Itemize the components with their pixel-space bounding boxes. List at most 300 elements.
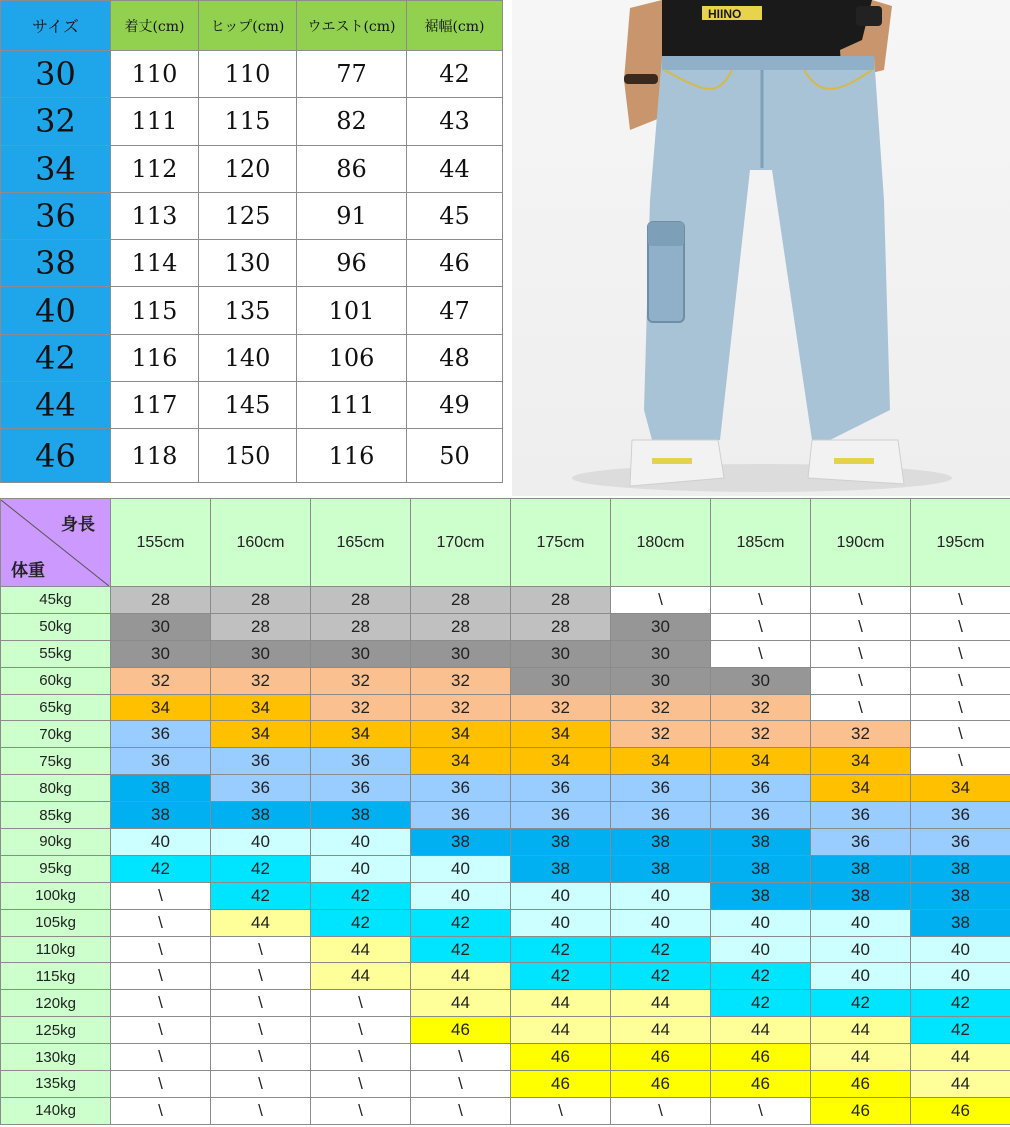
size-value: 32: [1, 98, 111, 145]
waist-value: 111: [297, 382, 407, 429]
weight-label: 130kg: [1, 1044, 111, 1071]
weight-label: 50kg: [1, 613, 111, 640]
left-shoe-accent: [652, 458, 692, 464]
recommended-size-cell: 44: [911, 1071, 1010, 1098]
recommended-size-cell: 36: [311, 748, 411, 775]
recommended-size-cell: 30: [111, 640, 211, 667]
length-value: 116: [111, 334, 199, 381]
weight-row: [1, 694, 1010, 721]
recommended-size-cell: 28: [511, 613, 611, 640]
recommended-size-cell: 38: [611, 829, 711, 856]
recommended-size-cell: 38: [711, 882, 811, 909]
recommended-size-cell: 32: [711, 721, 811, 748]
recommended-size-cell: 38: [511, 855, 611, 882]
length-value: 110: [111, 51, 199, 98]
recommended-size-cell: \: [711, 587, 811, 614]
length-value: 112: [111, 145, 199, 192]
bracelet: [624, 74, 658, 84]
left-arm: [624, 0, 662, 130]
recommended-size-cell: 34: [611, 748, 711, 775]
recommended-size-cell: 44: [211, 909, 311, 936]
recommended-size-cell: 40: [311, 855, 411, 882]
recommended-size-cell: 30: [611, 667, 711, 694]
recommended-size-cell: \: [211, 963, 311, 990]
recommended-size-cell: 36: [811, 802, 911, 829]
chart-body: [1, 587, 1010, 1125]
recommended-size-cell: 40: [811, 936, 911, 963]
hem-width-value: 47: [407, 287, 503, 334]
recommended-size-cell: \: [111, 1017, 211, 1044]
size-table-header-row: [1, 1, 503, 51]
size-header: サイズ: [1, 1, 111, 51]
weight-label: 120kg: [1, 990, 111, 1017]
weight-label: 95kg: [1, 855, 111, 882]
recommended-size-cell: \: [511, 1097, 611, 1124]
corner-weight-label: 体重: [11, 560, 45, 580]
recommended-size-cell: \: [311, 1017, 411, 1044]
recommended-size-cell: \: [911, 694, 1010, 721]
size-value: 36: [1, 192, 111, 239]
recommended-size-cell: \: [311, 990, 411, 1017]
weight-row: [1, 936, 1010, 963]
recommended-size-cell: 40: [411, 855, 511, 882]
weight-row: [1, 1044, 1010, 1071]
hip-value: 125: [199, 192, 297, 239]
weight-label: 45kg: [1, 587, 111, 614]
recommended-size-cell: 38: [911, 855, 1010, 882]
recommended-size-cell: \: [911, 587, 1010, 614]
recommended-size-cell: 32: [711, 694, 811, 721]
chart-header-row: [1, 499, 1010, 587]
weight-row: [1, 775, 1010, 802]
recommended-size-cell: 30: [311, 640, 411, 667]
size-table-body: [1, 51, 503, 483]
recommended-size-cell: 42: [311, 882, 411, 909]
height-column-header: 185cm: [711, 499, 811, 587]
corner-height-label: 身長: [61, 514, 95, 534]
recommended-size-cell: 34: [111, 694, 211, 721]
recommended-size-cell: 40: [511, 882, 611, 909]
weight-label: 110kg: [1, 936, 111, 963]
waist-header: ウエスト(cm): [297, 1, 407, 51]
recommended-size-cell: 36: [511, 775, 611, 802]
weight-label: 115kg: [1, 963, 111, 990]
recommended-size-cell: 44: [511, 990, 611, 1017]
recommended-size-cell: \: [211, 936, 311, 963]
recommended-size-cell: \: [411, 1071, 511, 1098]
recommended-size-cell: 40: [611, 882, 711, 909]
size-table-row: [1, 429, 503, 483]
recommended-size-cell: 46: [811, 1097, 911, 1124]
waist-value: 86: [297, 145, 407, 192]
recommended-size-cell: 40: [211, 829, 311, 856]
recommended-size-cell: 42: [411, 909, 511, 936]
weight-row: [1, 882, 1010, 909]
recommended-size-cell: \: [111, 990, 211, 1017]
weight-row: [1, 640, 1010, 667]
hem-width-value: 44: [407, 145, 503, 192]
weight-row: [1, 721, 1010, 748]
weight-row: [1, 1071, 1010, 1098]
size-table-row: [1, 145, 503, 192]
recommended-size-cell: 36: [211, 775, 311, 802]
cargo-flap: [648, 222, 684, 246]
weight-row: [1, 855, 1010, 882]
waist-value: 82: [297, 98, 407, 145]
recommended-size-cell: 42: [811, 990, 911, 1017]
recommended-size-cell: \: [111, 963, 211, 990]
weight-label: 80kg: [1, 775, 111, 802]
recommended-size-cell: \: [211, 1044, 311, 1071]
recommended-size-cell: 46: [811, 1071, 911, 1098]
recommended-size-cell: 44: [511, 1017, 611, 1044]
hem-width-value: 43: [407, 98, 503, 145]
hem-width-value: 45: [407, 192, 503, 239]
waist-value: 96: [297, 240, 407, 287]
product-photo: [512, 0, 1010, 496]
size-table-row: [1, 51, 503, 98]
recommended-size-cell: 38: [611, 855, 711, 882]
recommended-size-cell: 30: [611, 613, 711, 640]
height-column-header: 195cm: [911, 499, 1010, 587]
weight-row: [1, 963, 1010, 990]
recommended-size-cell: 46: [511, 1044, 611, 1071]
recommended-size-cell: 44: [811, 1044, 911, 1071]
hem-width-value: 46: [407, 240, 503, 287]
weight-row: [1, 909, 1010, 936]
recommended-size-cell: 42: [611, 963, 711, 990]
recommended-size-cell: 38: [111, 775, 211, 802]
recommended-size-cell: \: [111, 909, 211, 936]
recommended-size-cell: 40: [811, 963, 911, 990]
corner-header: [1, 499, 111, 587]
recommended-size-cell: \: [911, 640, 1010, 667]
hem-width-value: 48: [407, 334, 503, 381]
recommended-size-cell: 28: [211, 587, 311, 614]
recommended-size-cell: \: [211, 1097, 311, 1124]
recommended-size-cell: \: [211, 990, 311, 1017]
recommended-size-cell: 32: [811, 721, 911, 748]
recommended-size-cell: 40: [711, 909, 811, 936]
height-column-header: 155cm: [111, 499, 211, 587]
recommended-size-cell: 42: [511, 936, 611, 963]
weight-row: [1, 1017, 1010, 1044]
recommended-size-cell: 44: [311, 936, 411, 963]
recommended-size-cell: 46: [711, 1044, 811, 1071]
weight-label: 75kg: [1, 748, 111, 775]
size-value: 40: [1, 287, 111, 334]
recommended-size-cell: 46: [411, 1017, 511, 1044]
recommended-size-cell: 42: [711, 990, 811, 1017]
recommended-size-cell: 32: [511, 694, 611, 721]
size-table-row: [1, 334, 503, 381]
recommended-size-cell: 36: [911, 802, 1010, 829]
recommended-size-cell: \: [911, 667, 1010, 694]
recommended-size-cell: \: [911, 721, 1010, 748]
height-column-header: 160cm: [211, 499, 311, 587]
recommended-size-cell: \: [711, 613, 811, 640]
waistband: [662, 56, 874, 70]
recommended-size-cell: 36: [711, 775, 811, 802]
recommended-size-cell: 42: [311, 909, 411, 936]
recommended-size-cell: \: [111, 882, 211, 909]
recommended-size-cell: \: [611, 1097, 711, 1124]
recommended-size-cell: 30: [511, 640, 611, 667]
size-value: 34: [1, 145, 111, 192]
recommended-size-cell: 38: [111, 802, 211, 829]
recommended-size-cell: 34: [811, 748, 911, 775]
recommended-size-cell: 32: [211, 667, 311, 694]
weight-label: 105kg: [1, 909, 111, 936]
recommended-size-cell: 34: [511, 721, 611, 748]
height-column-header: 165cm: [311, 499, 411, 587]
watch: [856, 6, 882, 26]
weight-label: 90kg: [1, 829, 111, 856]
recommended-size-cell: 28: [211, 613, 311, 640]
recommended-size-cell: 44: [611, 990, 711, 1017]
height-column-header: 190cm: [811, 499, 911, 587]
recommended-size-cell: 36: [811, 829, 911, 856]
recommended-size-cell: 38: [911, 882, 1010, 909]
hem-width-header: 裾幅(cm): [407, 1, 503, 51]
recommended-size-cell: 38: [411, 829, 511, 856]
hip-value: 110: [199, 51, 297, 98]
height-column-header: 180cm: [611, 499, 711, 587]
hip-value: 135: [199, 287, 297, 334]
recommended-size-cell: 36: [411, 802, 511, 829]
corner-diagonal: [1, 500, 109, 586]
weight-label: 85kg: [1, 802, 111, 829]
recommended-size-cell: \: [811, 667, 911, 694]
recommended-size-cell: \: [811, 587, 911, 614]
size-table-row: [1, 192, 503, 239]
recommended-size-cell: 36: [611, 802, 711, 829]
jeans-model-illustration: [512, 0, 1010, 496]
size-recommendation-chart: [0, 498, 1010, 1125]
size-value: 44: [1, 382, 111, 429]
height-column-header: 175cm: [511, 499, 611, 587]
weight-row: [1, 748, 1010, 775]
recommended-size-cell: 38: [711, 855, 811, 882]
recommended-size-cell: \: [311, 1044, 411, 1071]
recommended-size-cell: 42: [911, 990, 1010, 1017]
recommended-size-cell: 40: [711, 936, 811, 963]
recommended-size-cell: \: [211, 1071, 311, 1098]
weight-label: 60kg: [1, 667, 111, 694]
recommended-size-cell: 28: [311, 587, 411, 614]
recommended-size-cell: 32: [411, 694, 511, 721]
recommended-size-cell: 44: [311, 963, 411, 990]
recommended-size-cell: \: [411, 1044, 511, 1071]
length-value: 111: [111, 98, 199, 145]
size-table-row: [1, 98, 503, 145]
length-header: 着丈(cm): [111, 1, 199, 51]
recommended-size-cell: 40: [911, 963, 1010, 990]
size-table: [0, 0, 503, 483]
recommended-size-cell: 30: [111, 613, 211, 640]
recommended-size-cell: 46: [711, 1071, 811, 1098]
recommended-size-cell: 44: [611, 1017, 711, 1044]
recommended-size-cell: 46: [511, 1071, 611, 1098]
hem-width-value: 49: [407, 382, 503, 429]
recommended-size-cell: 32: [311, 694, 411, 721]
waist-value: 77: [297, 51, 407, 98]
recommended-size-cell: \: [111, 1044, 211, 1071]
recommended-size-cell: 28: [311, 613, 411, 640]
recommended-size-cell: \: [211, 1017, 311, 1044]
recommended-size-cell: 42: [111, 855, 211, 882]
recommended-size-cell: 36: [511, 802, 611, 829]
recommended-size-cell: 38: [711, 829, 811, 856]
weight-label: 125kg: [1, 1017, 111, 1044]
recommended-size-cell: 36: [411, 775, 511, 802]
recommended-size-cell: 36: [111, 748, 211, 775]
recommended-size-cell: 44: [411, 963, 511, 990]
recommended-size-cell: 28: [411, 613, 511, 640]
weight-row: [1, 990, 1010, 1017]
recommended-size-cell: 34: [311, 721, 411, 748]
recommended-size-cell: 32: [611, 694, 711, 721]
recommended-size-cell: 42: [911, 1017, 1010, 1044]
recommended-size-cell: 42: [211, 882, 311, 909]
waist-value: 101: [297, 287, 407, 334]
recommended-size-cell: 44: [911, 1044, 1010, 1071]
recommended-size-cell: 34: [411, 748, 511, 775]
waist-value: 106: [297, 334, 407, 381]
size-value: 38: [1, 240, 111, 287]
recommended-size-cell: 28: [511, 587, 611, 614]
recommended-size-cell: 32: [611, 721, 711, 748]
recommended-size-cell: 34: [211, 694, 311, 721]
length-value: 115: [111, 287, 199, 334]
hip-value: 120: [199, 145, 297, 192]
recommended-size-cell: 42: [211, 855, 311, 882]
hip-header: ヒップ(cm): [199, 1, 297, 51]
hip-value: 115: [199, 98, 297, 145]
recommended-size-cell: 46: [911, 1097, 1010, 1124]
recommended-size-cell: 32: [311, 667, 411, 694]
weight-label: 65kg: [1, 694, 111, 721]
size-table-row: [1, 287, 503, 334]
weight-row: [1, 1097, 1010, 1124]
recommended-size-cell: 30: [211, 640, 311, 667]
recommended-size-cell: 30: [611, 640, 711, 667]
size-value: 30: [1, 51, 111, 98]
recommended-size-cell: \: [911, 613, 1010, 640]
waist-value: 116: [297, 429, 407, 483]
recommended-size-cell: 38: [911, 909, 1010, 936]
recommended-size-cell: 36: [611, 775, 711, 802]
recommended-size-cell: 42: [611, 936, 711, 963]
recommended-size-cell: 38: [311, 802, 411, 829]
recommended-size-cell: 44: [711, 1017, 811, 1044]
length-value: 113: [111, 192, 199, 239]
recommended-size-cell: 38: [811, 855, 911, 882]
recommended-size-cell: 32: [411, 667, 511, 694]
recommended-size-cell: 42: [411, 936, 511, 963]
weight-label: 135kg: [1, 1071, 111, 1098]
recommended-size-cell: \: [111, 1097, 211, 1124]
length-value: 114: [111, 240, 199, 287]
weight-label: 100kg: [1, 882, 111, 909]
size-table-row: [1, 240, 503, 287]
recommended-size-cell: 42: [711, 963, 811, 990]
hip-value: 140: [199, 334, 297, 381]
recommended-size-cell: 34: [411, 721, 511, 748]
hip-value: 130: [199, 240, 297, 287]
recommended-size-cell: 36: [711, 802, 811, 829]
shirt-text: HIINO: [708, 7, 742, 21]
recommended-size-cell: 32: [111, 667, 211, 694]
recommended-size-cell: 28: [411, 587, 511, 614]
recommended-size-cell: 36: [911, 829, 1010, 856]
recommended-size-cell: 40: [111, 829, 211, 856]
recommended-size-cell: 38: [811, 882, 911, 909]
recommended-size-cell: \: [811, 640, 911, 667]
recommended-size-cell: 28: [111, 587, 211, 614]
recommended-size-cell: 44: [411, 990, 511, 1017]
recommended-size-cell: 38: [211, 802, 311, 829]
height-column-header: 170cm: [411, 499, 511, 587]
recommended-size-cell: 46: [611, 1071, 711, 1098]
recommended-size-cell: 34: [211, 721, 311, 748]
recommended-size-cell: 40: [411, 882, 511, 909]
hem-width-value: 50: [407, 429, 503, 483]
weight-row: [1, 829, 1010, 856]
waist-value: 91: [297, 192, 407, 239]
right-shoe-accent: [834, 458, 874, 464]
recommended-size-cell: 30: [711, 667, 811, 694]
recommended-size-cell: 40: [611, 909, 711, 936]
hip-value: 145: [199, 382, 297, 429]
weight-row: [1, 667, 1010, 694]
hip-value: 150: [199, 429, 297, 483]
size-value: 42: [1, 334, 111, 381]
recommended-size-cell: 34: [911, 775, 1010, 802]
recommended-size-cell: 40: [311, 829, 411, 856]
weight-row: [1, 587, 1010, 614]
recommended-size-cell: \: [311, 1071, 411, 1098]
recommended-size-cell: \: [911, 748, 1010, 775]
recommended-size-cell: 34: [711, 748, 811, 775]
recommended-size-cell: 36: [311, 775, 411, 802]
hem-width-value: 42: [407, 51, 503, 98]
recommended-size-cell: 36: [111, 721, 211, 748]
recommended-size-cell: \: [811, 613, 911, 640]
recommended-size-cell: 34: [511, 748, 611, 775]
recommended-size-cell: \: [411, 1097, 511, 1124]
recommended-size-cell: \: [711, 640, 811, 667]
recommended-size-cell: \: [311, 1097, 411, 1124]
weight-label: 55kg: [1, 640, 111, 667]
recommended-size-cell: \: [711, 1097, 811, 1124]
weight-row: [1, 613, 1010, 640]
size-value: 46: [1, 429, 111, 483]
recommended-size-cell: 30: [411, 640, 511, 667]
recommended-size-cell: 38: [511, 829, 611, 856]
weight-label: 70kg: [1, 721, 111, 748]
recommended-size-cell: 40: [811, 909, 911, 936]
recommended-size-cell: 30: [511, 667, 611, 694]
recommended-size-cell: 36: [211, 748, 311, 775]
recommended-size-cell: \: [811, 694, 911, 721]
weight-label: 140kg: [1, 1097, 111, 1124]
size-table-row: [1, 382, 503, 429]
recommended-size-cell: \: [111, 1071, 211, 1098]
length-value: 117: [111, 382, 199, 429]
recommended-size-cell: 46: [611, 1044, 711, 1071]
length-value: 118: [111, 429, 199, 483]
